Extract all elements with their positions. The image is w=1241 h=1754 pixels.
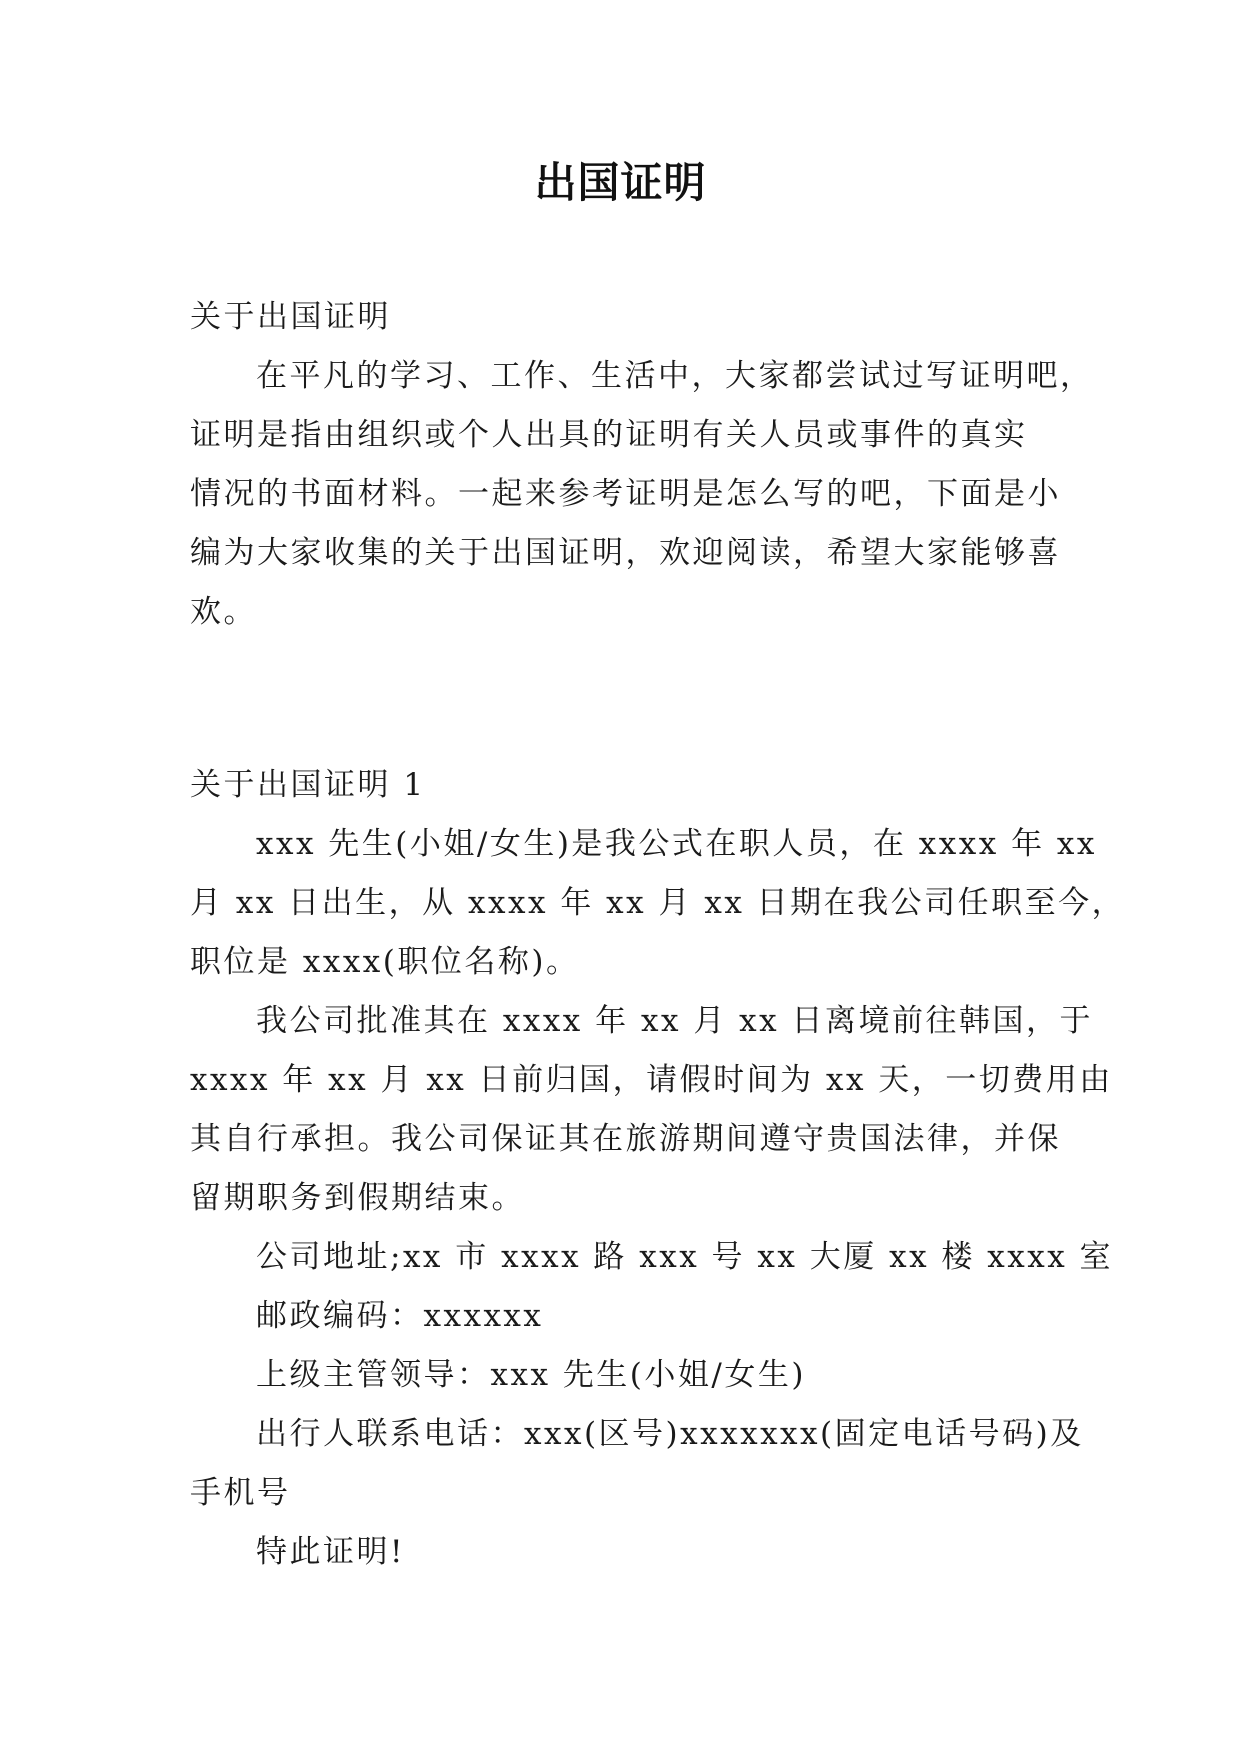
contact-phone-continued: 手机号 [190,1475,291,1511]
supervisor: 上级主管领导：xxx 先生(小姐/女生) [256,1357,806,1393]
paragraph-line: 留期职务到假期结束。 [190,1180,525,1216]
contact-phone: 出行人联系电话：xxx(区号)xxxxxxx(固定电话号码)及 [256,1416,1084,1452]
intro-heading: 关于出国证明 [190,299,391,335]
intro-line: 在平凡的学习、工作、生活中，大家都尝试过写证明吧， [256,358,1094,394]
document-title: 出国证明 [534,158,707,207]
paragraph-line: 职位是 xxxx(职位名称)。 [190,944,580,980]
company-address: 公司地址;xx 市 xxxx 路 xxx 号 xx 大厦 xx 楼 xxxx 室 [256,1239,1114,1275]
document-body [190,288,1126,1582]
intro-line: 欢。 [190,594,257,630]
postal-code: 邮政编码：xxxxxx [256,1298,544,1334]
intro-line: 情况的书面材料。一起来参考证明是怎么写的吧，下面是小 [190,476,1061,512]
paragraph-line: 我公司批准其在 xxxx 年 xx 月 xx 日离境前往韩国，于 [256,1003,1093,1039]
paragraph-line: xxxx 年 xx 月 xx 日前归国，请假时间为 xx 天，一切费用由 [190,1062,1113,1098]
intro-line: 证明是指由组织或个人出具的证明有关人员或事件的真实 [190,417,1028,453]
paragraph-line: xxx 先生(小姐/女生)是我公式在职人员，在 xxxx 年 xx [256,826,1097,862]
section-spacer [190,642,1070,756]
closing-statement: 特此证明! [256,1534,405,1570]
paragraph-line: 其自行承担。我公司保证其在旅游期间遵守贵国法律，并保 [190,1121,1061,1157]
intro-line: 编为大家收集的关于出国证明，欢迎阅读，希望大家能够喜 [190,535,1061,571]
section-heading: 关于出国证明 1 [190,767,426,803]
paragraph-line: 月 xx 日出生，从 xxxx 年 xx 月 xx 日期在我公司任职至今， [190,885,1126,921]
